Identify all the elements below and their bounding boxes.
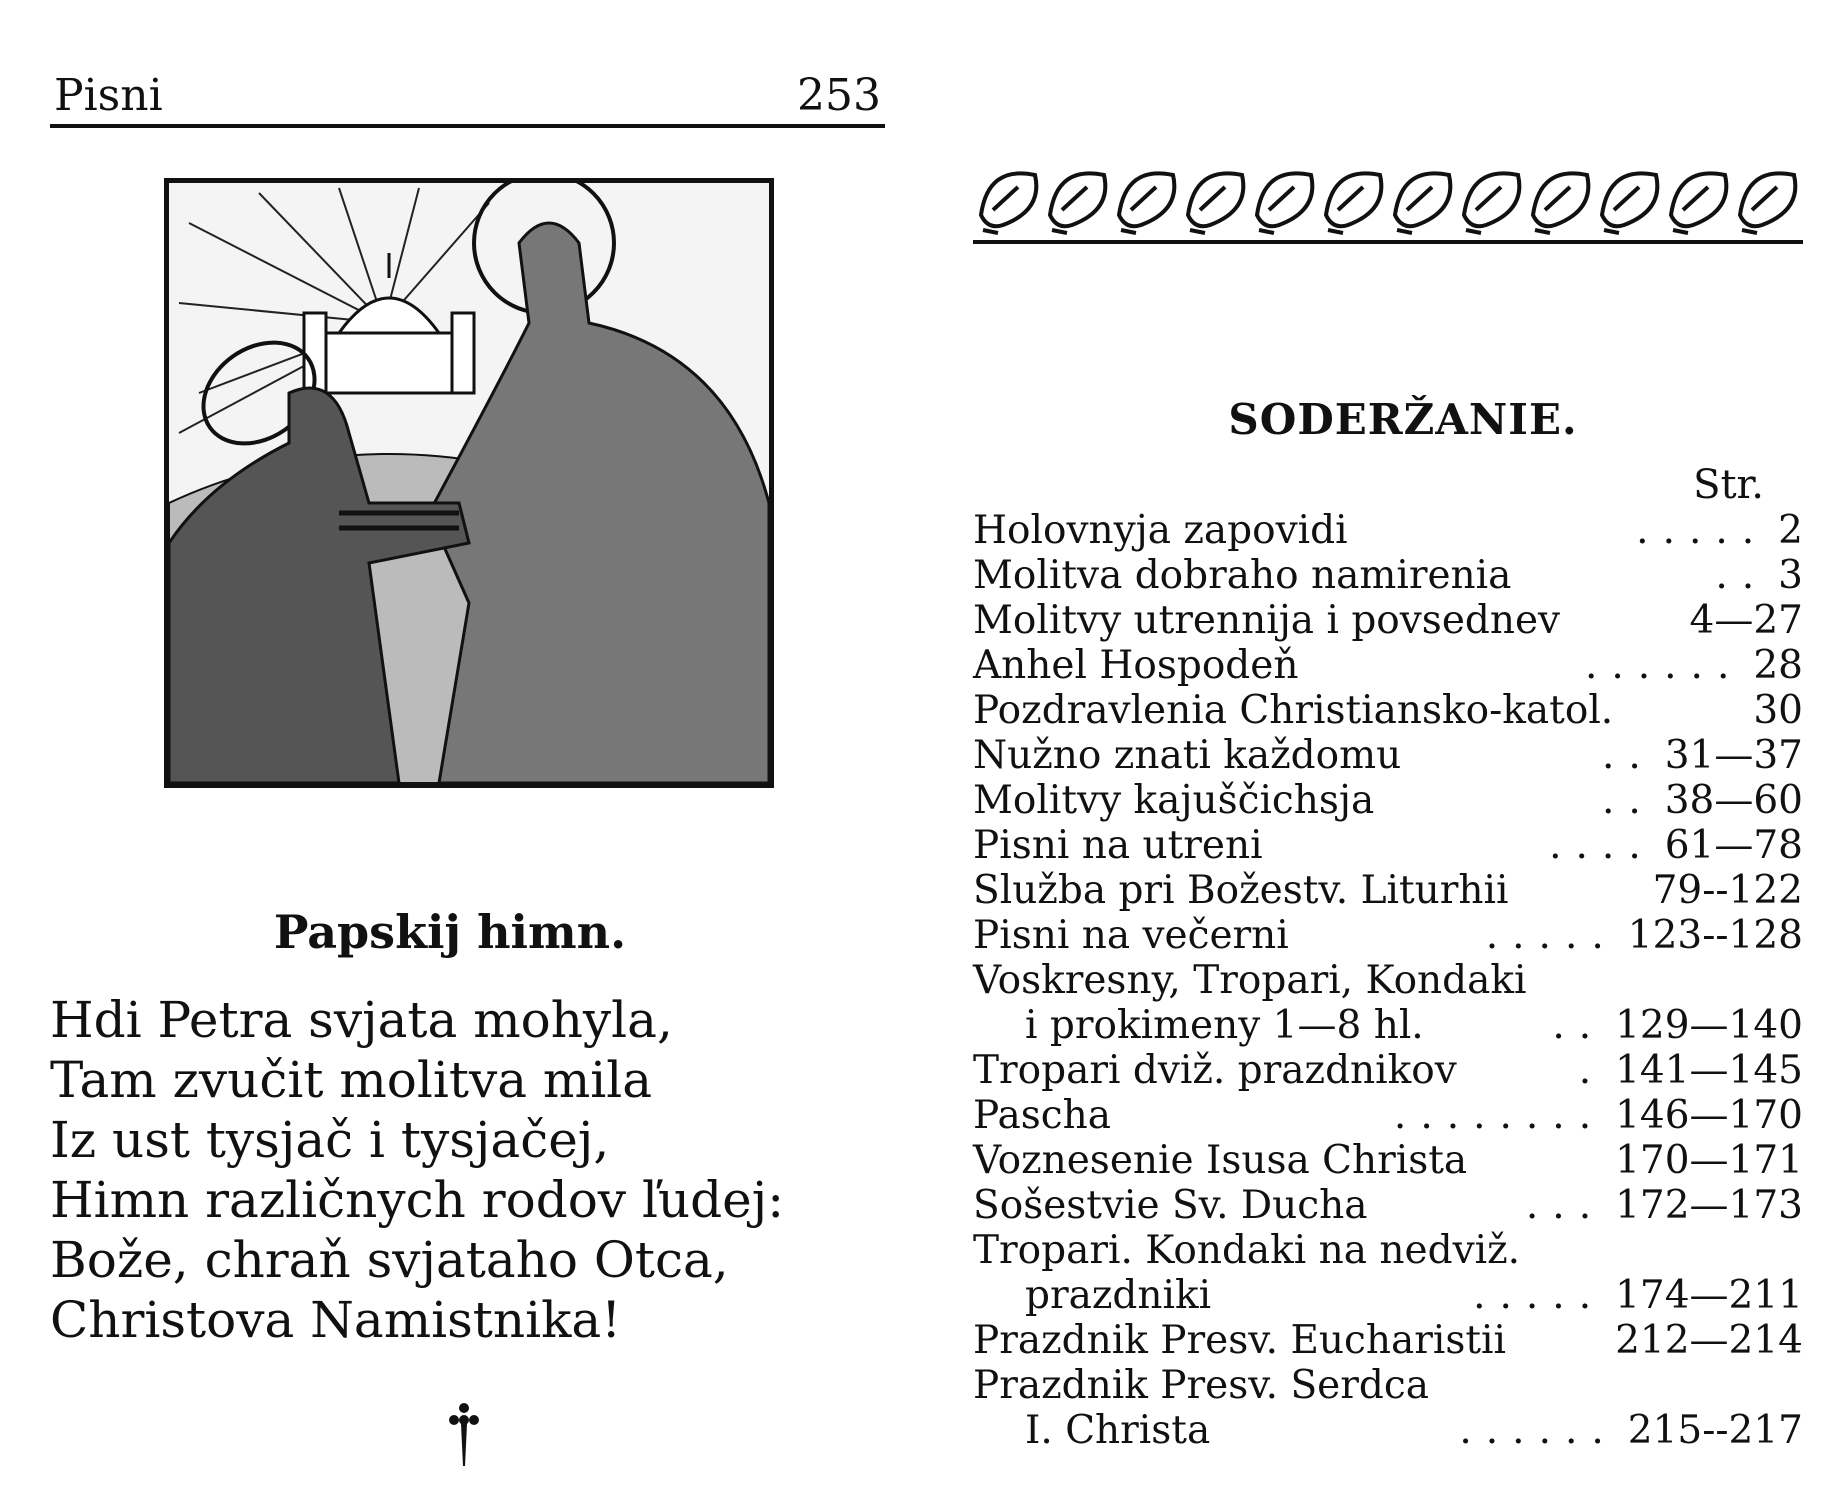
- verse-line: Tam zvučit molitva mila: [50, 1051, 653, 1109]
- cathedral: [304, 253, 474, 393]
- verse-line: Hdi Petra svjata mohyla,: [50, 991, 673, 1049]
- toc-entry-page: 30: [1753, 688, 1803, 733]
- toc-entry-title: Pascha: [973, 1093, 1111, 1138]
- toc-entry-page: 79--122: [1652, 868, 1803, 913]
- toc-entry-leader: ..: [1715, 553, 1769, 598]
- toc-entry-title: i prokimeny 1—8 hl.: [1025, 1003, 1424, 1048]
- toc-entry: [973, 1093, 1803, 1138]
- page-column-label: Str.: [1693, 462, 1764, 508]
- toc-entry: [973, 913, 1803, 958]
- toc-entry-leader: ......: [1459, 1408, 1618, 1453]
- verse-line: Christova Namistnika!: [50, 1291, 622, 1349]
- toc-entry: [973, 1138, 1803, 1183]
- running-head: [50, 62, 885, 128]
- toc-entry-leader: .....: [1636, 508, 1769, 553]
- toc-entry-title: prazdniki: [1025, 1273, 1212, 1318]
- toc-entry: [973, 1318, 1803, 1363]
- toc-entry-page: 123--128: [1627, 913, 1803, 958]
- toc-entry-page: 61—78: [1664, 823, 1803, 868]
- toc-entry-leader: ..: [1601, 733, 1655, 778]
- toc-entry-page: 174—211: [1615, 1273, 1803, 1318]
- verse-line: Iz ust tysjač i tysjačej,: [50, 1111, 610, 1169]
- leaf-border-ornament: [973, 155, 1803, 245]
- toc-entry-title: Voznesenie Isusa Christa: [973, 1138, 1468, 1183]
- toc-entry-page: 129—140: [1615, 1003, 1803, 1048]
- christ-figure: [429, 223, 769, 783]
- toc-entry-title: I. Christa: [1025, 1408, 1211, 1453]
- toc-entry: [973, 553, 1803, 598]
- toc-entry-page: 212—214: [1615, 1318, 1803, 1363]
- toc-entry-title: Tropari dviž. prazdnikov: [973, 1048, 1457, 1093]
- toc-entry: [973, 1003, 1803, 1048]
- toc-entry-page: 3: [1778, 553, 1803, 598]
- toc-entry: [973, 1228, 1803, 1273]
- toc-entry-page: 2: [1778, 508, 1803, 553]
- toc-entry-leader: ......: [1584, 643, 1744, 688]
- toc-entry-title: Voskresny, Tropari, Kondaki: [973, 958, 1527, 1003]
- toc-entry: [973, 958, 1803, 1003]
- toc-entry-page: 38—60: [1664, 778, 1803, 823]
- toc-entry: [973, 1183, 1803, 1228]
- toc-entry-title: Nužno znati každomu: [973, 733, 1402, 778]
- toc-entry-title: Prazdnik Presv. Eucharistii: [973, 1318, 1506, 1363]
- sun-rays: [179, 188, 489, 433]
- running-title: Pisni: [54, 70, 163, 121]
- toc-entry-title: Prazdnik Presv. Serdca: [973, 1363, 1429, 1408]
- verse-line: Bože, chraň svjataho Otca,: [50, 1231, 729, 1289]
- toc-entry-leader: .....: [1473, 1273, 1606, 1318]
- toc-entry-page: 31—37: [1664, 733, 1803, 778]
- toc-entry-leader: ..: [1601, 778, 1655, 823]
- toc-entry-leader: ........: [1393, 1093, 1606, 1138]
- hymn-verse: [50, 990, 784, 1350]
- verse-line: Himn različnych rodov ľudej:: [50, 1171, 785, 1229]
- cross-ornament-icon: [444, 1400, 484, 1470]
- toc-entry: [973, 508, 1803, 553]
- table-of-contents: [973, 508, 1803, 1453]
- toc-entry: [973, 868, 1803, 913]
- toc-entry-title: Pisni na večerni: [973, 913, 1289, 958]
- toc-entry-title: Pozdravlenia Christiansko-katol.: [973, 688, 1614, 733]
- toc-entry-title: Pisni na utreni: [973, 823, 1263, 868]
- right-page: [960, 0, 1846, 1500]
- toc-entry-leader: ...: [1525, 1183, 1606, 1228]
- toc-entry: [973, 733, 1803, 778]
- toc-entry-title: Molitva dobraho namirenia: [973, 553, 1512, 598]
- toc-entry-page: 28: [1753, 643, 1803, 688]
- toc-entry-title: Holovnyja zapovidi: [973, 508, 1348, 553]
- toc-entry-leader: .: [1578, 1048, 1606, 1093]
- toc-title: SODERŽANIE.: [1228, 395, 1578, 444]
- toc-entry: [973, 778, 1803, 823]
- toc-entry: [973, 1363, 1803, 1408]
- toc-entry-page: 146—170: [1615, 1093, 1803, 1138]
- woodcut-illustration: [164, 178, 774, 788]
- toc-entry-title: Služba pri Božestv. Liturhii: [973, 868, 1509, 913]
- left-page: [0, 0, 900, 1500]
- toc-entry-page: 4—27: [1689, 598, 1803, 643]
- page-number: 253: [797, 70, 881, 121]
- toc-entry: [973, 823, 1803, 868]
- toc-entry-title: Tropari. Kondaki na nedviž.: [973, 1228, 1521, 1273]
- toc-entry-title: Anhel Hospodeň: [973, 643, 1299, 688]
- toc-entry: [973, 643, 1803, 688]
- toc-entry-leader: .....: [1485, 913, 1618, 958]
- toc-entry-leader: ....: [1549, 823, 1655, 868]
- toc-entry: [973, 688, 1803, 733]
- toc-entry: [973, 1048, 1803, 1093]
- toc-entry: [973, 1273, 1803, 1318]
- ornament-rule: [973, 240, 1803, 244]
- toc-entry-title: Molitvy utrennija i povsednev: [973, 598, 1561, 643]
- toc-entry-title: Sošestvie Sv. Ducha: [973, 1183, 1368, 1228]
- toc-entry-page: 215--217: [1627, 1408, 1803, 1453]
- toc-entry-leader: ..: [1552, 1003, 1606, 1048]
- hymn-title: Papskij himn.: [273, 905, 627, 959]
- toc-entry-title: Molitvy kajuščichsja: [973, 778, 1375, 823]
- toc-entry: [973, 598, 1803, 643]
- toc-entry-page: 141—145: [1615, 1048, 1803, 1093]
- toc-entry-page: 170—171: [1615, 1138, 1803, 1183]
- toc-entry-page: 172—173: [1615, 1183, 1803, 1228]
- toc-entry: [973, 1408, 1803, 1453]
